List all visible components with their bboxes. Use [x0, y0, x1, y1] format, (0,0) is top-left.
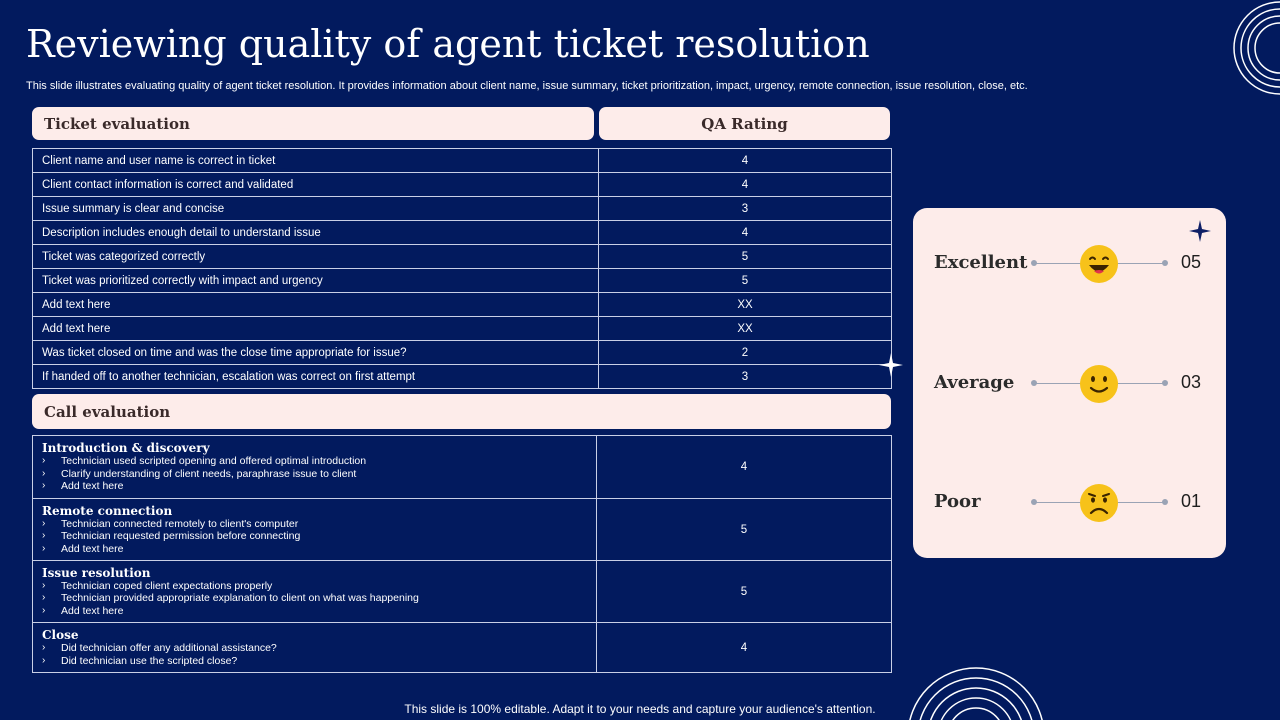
table-row	[33, 197, 892, 221]
table-row	[33, 317, 892, 341]
rating-label: Poor	[934, 491, 981, 512]
rating-row-excellent	[913, 244, 1226, 284]
rating-value: 05	[1181, 252, 1202, 272]
call-section-title: Issue resolution	[42, 565, 151, 580]
chevron-right-icon: ›	[42, 654, 46, 666]
list-item: › Technician connected remotely to client's computer	[42, 517, 299, 530]
rating-value: 01	[1181, 491, 1202, 511]
slide-title: Reviewing quality of agent ticket resolution	[26, 22, 870, 66]
list-item: › Add text here	[42, 604, 124, 617]
qa-rating-header	[599, 107, 890, 140]
chevron-right-icon: ›	[42, 480, 46, 492]
ticket-evaluation-header-label: Ticket evaluation	[44, 114, 190, 133]
chevron-right-icon: ›	[42, 579, 46, 591]
table-row	[33, 221, 892, 245]
connector-dot	[1162, 380, 1168, 386]
table-row	[33, 341, 892, 365]
criterion-cell: Ticket was prioritized correctly with impact and urgency	[33, 269, 599, 293]
smiling-face-icon	[1079, 364, 1119, 404]
rating-summary-card	[913, 208, 1226, 558]
table-row	[33, 623, 892, 673]
rating-cell: 3	[599, 197, 892, 221]
rating-label: Average	[934, 372, 1015, 393]
call-section-cell	[33, 499, 597, 561]
table-row	[33, 365, 892, 389]
chevron-right-icon: ›	[42, 542, 46, 554]
sparkle-icon	[879, 353, 903, 377]
list-item: › Did technician use the scripted close?	[42, 654, 238, 667]
ticket-evaluation-table	[32, 148, 892, 389]
chevron-right-icon: ›	[42, 455, 46, 467]
rating-cell: 5	[597, 561, 892, 623]
criterion-cell: Client name and user name is correct in ticket	[33, 149, 599, 173]
rating-row-poor	[913, 483, 1226, 523]
connector-dot	[1031, 499, 1037, 505]
rating-cell: 5	[599, 269, 892, 293]
criterion-cell: If handed off to another technician, escalation was correct on first attempt	[33, 365, 599, 389]
call-section-cell	[33, 436, 597, 499]
list-item: › Technician provided appropriate explanation to client on what was happening	[42, 592, 419, 605]
table-row	[33, 561, 892, 623]
criterion-cell: Client contact information is correct and validated	[33, 173, 599, 197]
bullet-list	[42, 455, 587, 493]
chevron-right-icon: ›	[42, 642, 46, 653]
list-item: › Clarify understanding of client needs, paraphrase issue to client	[42, 467, 357, 480]
laughing-face-icon	[1079, 244, 1119, 284]
table-row	[33, 293, 892, 317]
table-row	[33, 173, 892, 197]
rating-cell: XX	[599, 317, 892, 341]
rating-cell: 5	[599, 245, 892, 269]
rating-cell: XX	[599, 293, 892, 317]
criterion-cell: Was ticket closed on time and was the close time appropriate for issue?	[33, 341, 599, 365]
rating-cell: 2	[599, 341, 892, 365]
call-evaluation-header-label: Call evaluation	[44, 402, 171, 421]
table-row	[33, 269, 892, 293]
rating-cell: 4	[597, 623, 892, 673]
bullet-list	[42, 642, 587, 667]
rating-cell: 4	[597, 436, 892, 499]
sparkle-icon	[1189, 220, 1211, 242]
chevron-right-icon: ›	[42, 467, 46, 479]
criterion-cell: Issue summary is clear and concise	[33, 197, 599, 221]
chevron-right-icon: ›	[42, 592, 46, 604]
footer-note: This slide is 100% editable. Adapt it to your needs and capture your audience's attention.	[404, 702, 876, 716]
call-section-title: Remote connection	[42, 503, 173, 518]
call-evaluation-header	[32, 394, 891, 429]
call-section-cell	[33, 623, 597, 673]
rating-cell: 4	[599, 173, 892, 197]
chevron-right-icon: ›	[42, 530, 46, 542]
table-row	[33, 149, 892, 173]
qa-rating-header-label: QA Rating	[701, 114, 788, 133]
bullet-list	[42, 518, 587, 556]
connector-dot	[1162, 499, 1168, 505]
concentric-circles-decoration	[1230, 0, 1280, 96]
call-section-cell	[33, 561, 597, 623]
chevron-right-icon: ›	[42, 604, 46, 616]
slide-subtitle: This slide illustrates evaluating quality of agent ticket resolution. It provides information about client name, issue summary, ticket prioritization, impact, urgency, remote connection, issue resolution, close, etc.	[26, 80, 1028, 92]
call-section-title: Close	[42, 628, 79, 642]
rating-value: 03	[1181, 372, 1202, 392]
list-item: › Technician coped client expectations properly	[42, 579, 273, 592]
rating-label: Excellent	[934, 252, 1028, 273]
criterion-cell: Ticket was categorized correctly	[33, 245, 599, 269]
list-item: › Did technician offer any additional assistance?	[42, 642, 277, 654]
connector-dot	[1162, 260, 1168, 266]
connector-dot	[1031, 260, 1037, 266]
chevron-right-icon: ›	[42, 517, 46, 529]
ticket-evaluation-header	[32, 107, 594, 140]
list-item: › Technician requested permission before connecting	[42, 530, 301, 543]
rating-row-average	[913, 364, 1226, 404]
criterion-cell: Add text here	[33, 293, 599, 317]
call-evaluation-table	[32, 435, 892, 673]
rating-cell: 3	[599, 365, 892, 389]
rating-cell: 5	[597, 499, 892, 561]
list-item: › Technician used scripted opening and offered optimal introduction	[42, 455, 367, 468]
list-item: › Add text here	[42, 480, 124, 493]
table-row	[33, 499, 892, 561]
call-section-title: Introduction & discovery	[42, 441, 210, 456]
table-row	[33, 245, 892, 269]
table-row	[33, 436, 892, 499]
rating-cell: 4	[599, 221, 892, 245]
sad-face-icon	[1079, 483, 1119, 523]
bullet-list	[42, 580, 587, 618]
criterion-cell: Add text here	[33, 317, 599, 341]
criterion-cell: Description includes enough detail to understand issue	[33, 221, 599, 245]
rating-cell: 4	[599, 149, 892, 173]
connector-dot	[1031, 380, 1037, 386]
list-item: › Add text here	[42, 542, 124, 555]
